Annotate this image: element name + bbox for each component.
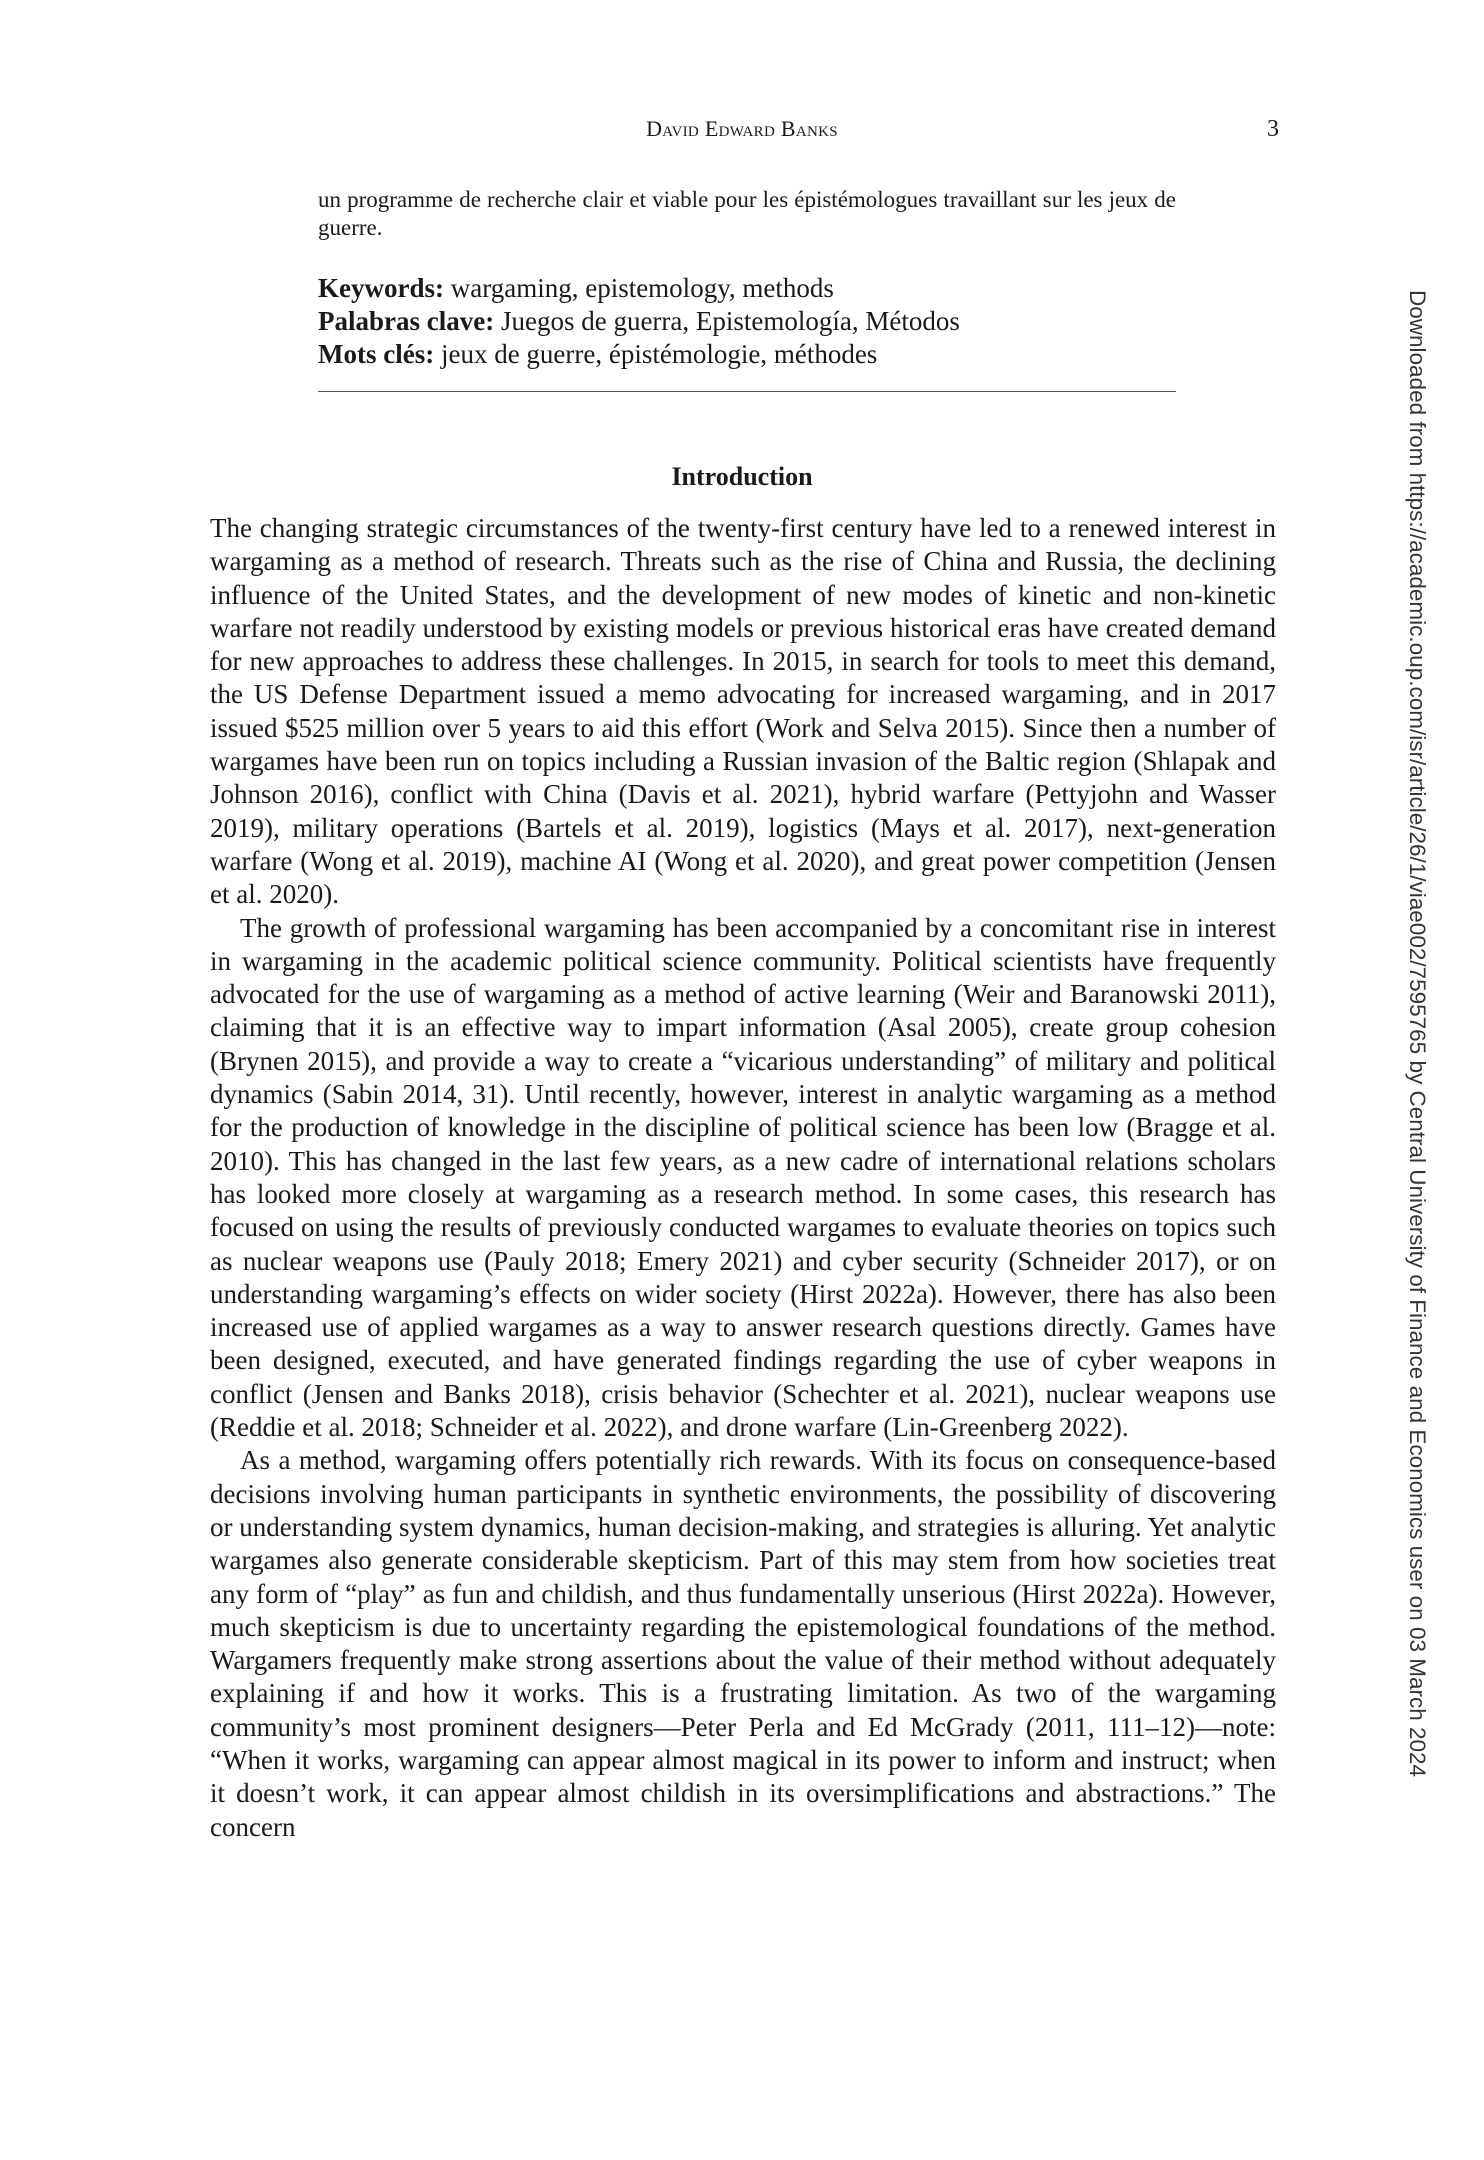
- keywords-block: [318, 272, 1176, 371]
- paragraph: The changing strategic circumstances of the twenty-first century have led to a renewed interest in wargaming as a method of research. Threats such as the rise of China and Russia, the declining influence of the United States, and the development of new modes of kinetic and non-kinetic warfare not readily understood by existing models or previous historical eras have created demand for new approaches to address these challenges. In 2015, in search for tools to meet this demand, the US Defense Department issued a memo advocating for increased wargaming, and in 2017 issued $525 million over 5 years to aid this effort (Work and Selva 2015). Since then a number of wargames have been run on topics including a Russian invasion of the Baltic region (Shlapak and Johnson 2016), conflict with China (Davis et al. 2021), hybrid warfare (Pettyjohn and Wasser 2019), military operations (Bartels et al. 2019), logistics (Mays et al. 2017), next-generation warfare (Wong et al. 2019), machine AI (Wong et al. 2020), and great power competition (Jensen et al. 2020).: [210, 513, 1276, 910]
- keywords-english: [318, 272, 1176, 305]
- keywords-label: Keywords:: [318, 273, 444, 303]
- keywords-spanish: [318, 305, 1176, 338]
- abstract-french-tail: un programme de recherche clair et viable pour les épistémologues travaillant sur les jeux de guerre.: [318, 187, 1176, 240]
- keywords-label: Palabras clave:: [318, 306, 495, 336]
- running-head-author: David Edward Banks: [646, 116, 838, 141]
- paragraph: The growth of professional wargaming has been accompanied by a concomitant rise in interest in wargaming in the academic political science community. Political scientists have frequently advocated for the use of wargaming as a method of active learning (Weir and Baranowski 2011), claiming that it is an effective way to impart information (Asal 2005), create group cohesion (Brynen 2015), and provide a way to create a “vicarious understanding” of military and political dynamics (Sabin 2014, 31). Until recently, however, interest in analytic wargaming as a method for the production of knowledge in the discipline of political science has been low (Bragge et al. 2010). This has changed in the last few years, as a new cadre of international relations scholars has looked more closely at wargaming as a research method. In some cases, this research has focused on using the results of previously conducted wargames to evaluate theories on topics such as nuclear weapons use (Pauly 2018; Emery 2021) and cyber security (Schneider 2017), or on understanding wargaming’s effects on wider society (Hirst 2022a). However, there has also been increased use of applied wargames as a way to answer research questions directly. Games have been designed, executed, and have generated findings regarding the use of cyber weapons in conflict (Jensen and Banks 2018), crisis behavior (Schechter et al. 2021), nuclear weapons use (Reddie et al. 2018; Schneider et al. 2022), and drone warfare (Lin-Greenberg 2022).: [210, 912, 1276, 1443]
- download-notice-sidebar: [1396, 290, 1436, 1860]
- keywords-value: Juegos de guerra, Epistemología, Métodos: [500, 306, 960, 336]
- body-text: [210, 512, 1276, 1844]
- keywords-value: jeux de guerre, épistémologie, méthodes: [440, 339, 878, 369]
- download-notice: Downloaded from https://academic.oup.com/isr/article/26/1/viae002/7595765 by Central University of Finance and Economics user on 03 March 2024: [1405, 290, 1430, 1778]
- section-heading: Introduction: [671, 462, 813, 491]
- keywords-french: [318, 338, 1176, 371]
- section-divider: [318, 391, 1176, 392]
- keywords-label: Mots clés:: [318, 339, 435, 369]
- paragraph: As a method, wargaming offers potentially rich rewards. With its focus on consequence-based decisions involving human participants in synthetic environments, the possibility of discovering or understanding system dynamics, human decision-making, and strategies is alluring. Yet analytic wargames also generate considerable skepticism. Part of this may stem from how societies treat any form of “play” as fun and childish, and thus fundamentally unserious (Hirst 2022a). However, much skepticism is due to uncertainty regarding the epistemological foundations of the method. Wargamers frequently make strong assertions about the value of their method without adequately explaining if and how it works. This is a frustrating limitation. As two of the wargaming community’s most prominent designers—Peter Perla and Ed McGrady (2011, 111–12)—note: “When it works, wargaming can appear almost magical in its power to inform and instruct; when it doesn’t work, it can appear almost childish in its oversimplifications and abstractions.” The concern: [210, 1445, 1276, 1842]
- page-number: 3: [1267, 116, 1279, 142]
- running-head: [0, 116, 1484, 146]
- keywords-value: wargaming, epistemology, methods: [450, 273, 834, 303]
